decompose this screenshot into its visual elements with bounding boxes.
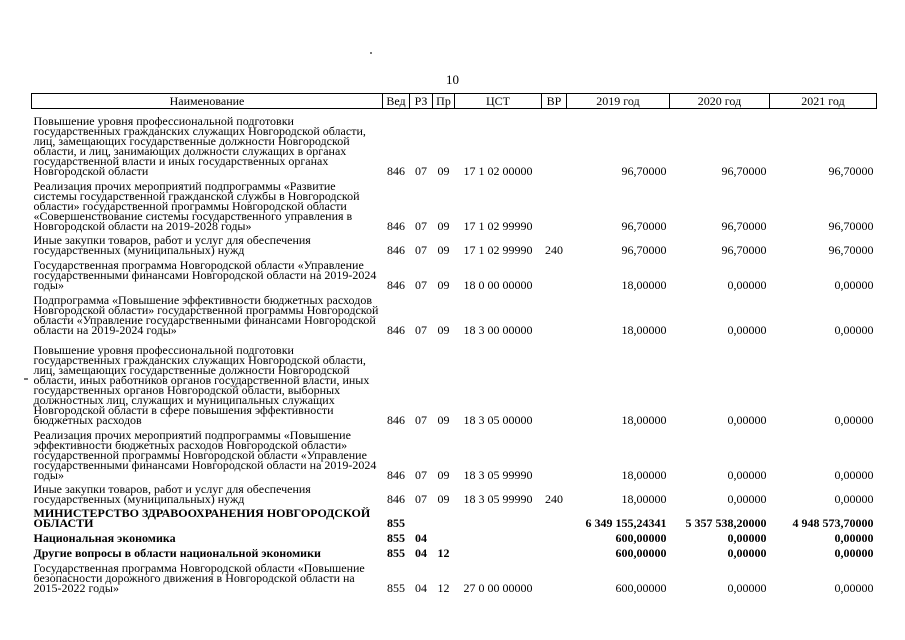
row-2021: 0,00000 bbox=[834, 412, 874, 427]
row-2021: 96,70000 bbox=[828, 163, 874, 178]
row-2020: 96,70000 bbox=[721, 242, 767, 257]
row-2021: 96,70000 bbox=[828, 218, 874, 233]
row-name: Иные закупки товаров, работ и услуг для обеспечения государственных (муниципальных) нужд bbox=[33, 481, 311, 506]
header-ved: Вед bbox=[383, 94, 410, 109]
row-ved: 846 bbox=[387, 467, 405, 482]
row-2019: 18,00000 bbox=[621, 491, 667, 506]
scan-speck bbox=[370, 52, 372, 54]
row-ved: 855 bbox=[387, 580, 405, 595]
row-rz: 07 bbox=[415, 322, 427, 337]
row-cst: 18 3 05 00000 bbox=[463, 412, 533, 427]
row-rz: 07 bbox=[415, 412, 427, 427]
row-2019: 600,00000 bbox=[615, 545, 667, 560]
header-cst: ЦСТ bbox=[455, 94, 542, 109]
table-row bbox=[32, 528, 877, 543]
row-2019: 600,00000 bbox=[615, 580, 667, 595]
row-cst: 18 0 00 00000 bbox=[463, 277, 533, 292]
row-2020: 96,70000 bbox=[721, 218, 767, 233]
row-2021: 0,00000 bbox=[834, 530, 874, 545]
row-2021: 96,70000 bbox=[828, 242, 874, 257]
row-2021: 0,00000 bbox=[834, 580, 874, 595]
row-rz: 04 bbox=[415, 580, 427, 595]
row-name: Государственная программа Новгородской области «Повышение безопасности дорожного движения в Новгородской области на 2015-2022 годы» bbox=[33, 560, 365, 595]
row-2021: 0,00000 bbox=[834, 467, 874, 482]
row-vr bbox=[542, 558, 567, 593]
row-2019: 18,00000 bbox=[621, 277, 667, 292]
row-pr bbox=[433, 504, 455, 528]
row-vr bbox=[542, 176, 567, 231]
row-name: Повышение уровня профессиональной подготовки государственных гражданских служащих Новгородской области, лиц, замещающих государственные должности Новгородской области, и лиц, занимающих должности служащих в органах государственной власти и иных государственных органах Новгородской области bbox=[33, 113, 366, 178]
page-number: 10 bbox=[446, 72, 459, 87]
header-2020: 2020 год bbox=[670, 94, 770, 109]
row-pr: 12 bbox=[437, 545, 450, 560]
row-rz: 07 bbox=[415, 467, 427, 482]
row-vr bbox=[542, 543, 567, 558]
row-pr: 09 bbox=[437, 277, 450, 292]
row-2020: 0,00000 bbox=[727, 277, 767, 292]
row-vr bbox=[542, 255, 567, 290]
row-name: МИНИСТЕРСТВО ЗДРАВООХРАНЕНИЯ НОВГОРОДСКОЙ ОБЛАСТИ bbox=[33, 505, 371, 530]
row-pr: 09 bbox=[437, 163, 450, 178]
table-row bbox=[32, 543, 877, 558]
row-vr bbox=[542, 290, 567, 335]
row-rz: 07 bbox=[415, 163, 427, 178]
row-vr bbox=[542, 504, 567, 528]
row-2020: 96,70000 bbox=[721, 163, 767, 178]
table-row bbox=[32, 335, 877, 425]
table-row bbox=[32, 255, 877, 290]
row-pr: 09 bbox=[437, 491, 450, 506]
row-pr: 09 bbox=[437, 218, 450, 233]
budget-table bbox=[31, 93, 877, 593]
row-cst: 17 1 02 99990 bbox=[463, 242, 533, 257]
row-rz: 07 bbox=[415, 218, 427, 233]
row-cst: 18 3 05 99990 bbox=[463, 491, 533, 506]
row-name: Реализация прочих мероприятий подпрограммы «Повышение эффективности бюджетных расходов Новгородской области» государственной программы Новгородской области «Управление государственными финансами Новгородской области на 2019-2024 годы» bbox=[33, 427, 377, 482]
row-pr: 09 bbox=[437, 242, 450, 257]
row-vr: 240 bbox=[545, 242, 563, 257]
row-vr bbox=[542, 335, 567, 425]
row-2020: 0,00000 bbox=[727, 545, 767, 560]
row-pr: 09 bbox=[437, 412, 450, 427]
row-2020: 0,00000 bbox=[727, 322, 767, 337]
row-cst: 17 1 02 00000 bbox=[463, 163, 533, 178]
row-2020: 0,00000 bbox=[727, 580, 767, 595]
table-row bbox=[32, 480, 877, 504]
row-ved: 855 bbox=[387, 545, 405, 560]
row-rz: 07 bbox=[415, 277, 427, 292]
table-row bbox=[32, 558, 877, 593]
row-name: Реализация прочих мероприятий подпрограммы «Развитие системы государственной гражданской службы в Новгородской области» государственной программы Новгородской области «Совершенствование системы государственного управления в Новгородской области на 2019-2028 годы» bbox=[33, 178, 360, 233]
row-name: Повышение уровня профессиональной подготовки государственных гражданских служащих Новгородской области, лиц, замещающих государственные должности Новгородской области, иных работников органов государственной власти, иных государственных органов Новгородской области, выборных должностных лиц, служащих и муниципальных служащих Новгородской области в сфере повышения эффективности бюджетных расходов bbox=[33, 342, 370, 427]
row-cst: 17 1 02 99990 bbox=[463, 218, 533, 233]
row-name: Иные закупки товаров, работ и услуг для обеспечения государственных (муниципальных) нужд bbox=[33, 232, 311, 257]
row-vr: 240 bbox=[545, 491, 563, 506]
row-pr: 09 bbox=[437, 322, 450, 337]
row-cst bbox=[455, 543, 542, 558]
header-name: Наименование bbox=[32, 94, 383, 109]
row-2019: 18,00000 bbox=[621, 467, 667, 482]
table-row bbox=[32, 231, 877, 255]
row-rz: 04 bbox=[415, 530, 427, 545]
row-cst: 18 3 00 00000 bbox=[463, 322, 533, 337]
row-cst bbox=[455, 528, 542, 543]
row-2020: 0,00000 bbox=[727, 530, 767, 545]
row-2021: 4 948 573,70000 bbox=[792, 515, 874, 530]
row-rz bbox=[410, 504, 433, 528]
table-row bbox=[32, 290, 877, 335]
row-2020: 0,00000 bbox=[727, 467, 767, 482]
header-pr: Пр bbox=[433, 94, 455, 109]
row-2020: 5 357 538,20000 bbox=[685, 515, 767, 530]
row-2019: 18,00000 bbox=[621, 322, 667, 337]
row-ved: 846 bbox=[387, 218, 405, 233]
row-name: Подпрограмма «Повышение эффективности бюджетных расходов Новгородской области» государственной программы Новгородской области «Управление государственными финансами Новгородской области на 2019-2024 годы» bbox=[33, 292, 379, 337]
table-row bbox=[32, 176, 877, 231]
row-2019: 18,00000 bbox=[621, 412, 667, 427]
row-name: Другие вопросы в области национальной экономики bbox=[33, 545, 321, 560]
row-2021: 0,00000 bbox=[834, 545, 874, 560]
row-pr: 12 bbox=[437, 580, 450, 595]
header-vr: ВР bbox=[542, 94, 567, 109]
row-2019: 600,00000 bbox=[615, 530, 667, 545]
table-header-row bbox=[32, 94, 877, 109]
header-rz: РЗ bbox=[410, 94, 433, 109]
row-name: Государственная программа Новгородской области «Управление государственными финансами Новгородской области на 2019-2024 годы» bbox=[33, 257, 377, 292]
row-name: Национальная экономика bbox=[33, 530, 176, 545]
row-ved: 846 bbox=[387, 322, 405, 337]
row-2019: 96,70000 bbox=[621, 218, 667, 233]
row-ved: 846 bbox=[387, 277, 405, 292]
row-2019: 96,70000 bbox=[621, 242, 667, 257]
row-pr bbox=[433, 528, 455, 543]
row-ved: 855 bbox=[387, 530, 405, 545]
row-vr bbox=[542, 109, 567, 176]
row-2020: 0,00000 bbox=[727, 412, 767, 427]
row-cst: 18 3 05 99990 bbox=[463, 467, 533, 482]
table-row bbox=[32, 504, 877, 528]
row-rz: 07 bbox=[415, 242, 427, 257]
row-ved: 846 bbox=[387, 163, 405, 178]
row-ved: 846 bbox=[387, 242, 405, 257]
row-2019: 6 349 155,24341 bbox=[585, 515, 667, 530]
header-2019: 2019 год bbox=[567, 94, 670, 109]
row-2021: 0,00000 bbox=[834, 277, 874, 292]
scan-speck bbox=[24, 378, 28, 380]
row-vr bbox=[542, 528, 567, 543]
row-rz: 04 bbox=[415, 545, 427, 560]
header-2021: 2021 год bbox=[770, 94, 877, 109]
row-2021: 0,00000 bbox=[834, 491, 874, 506]
row-ved: 855 bbox=[387, 515, 405, 530]
row-ved: 846 bbox=[387, 491, 405, 506]
row-cst: 27 0 00 00000 bbox=[463, 580, 533, 595]
row-rz: 07 bbox=[415, 491, 427, 506]
row-pr: 09 bbox=[437, 467, 450, 482]
row-vr bbox=[542, 425, 567, 480]
row-2021: 0,00000 bbox=[834, 322, 874, 337]
row-cst bbox=[455, 504, 542, 528]
row-2019: 96,70000 bbox=[621, 163, 667, 178]
table-row bbox=[32, 425, 877, 480]
table-row bbox=[32, 109, 877, 176]
row-2020: 0,00000 bbox=[727, 491, 767, 506]
row-ved: 846 bbox=[387, 412, 405, 427]
